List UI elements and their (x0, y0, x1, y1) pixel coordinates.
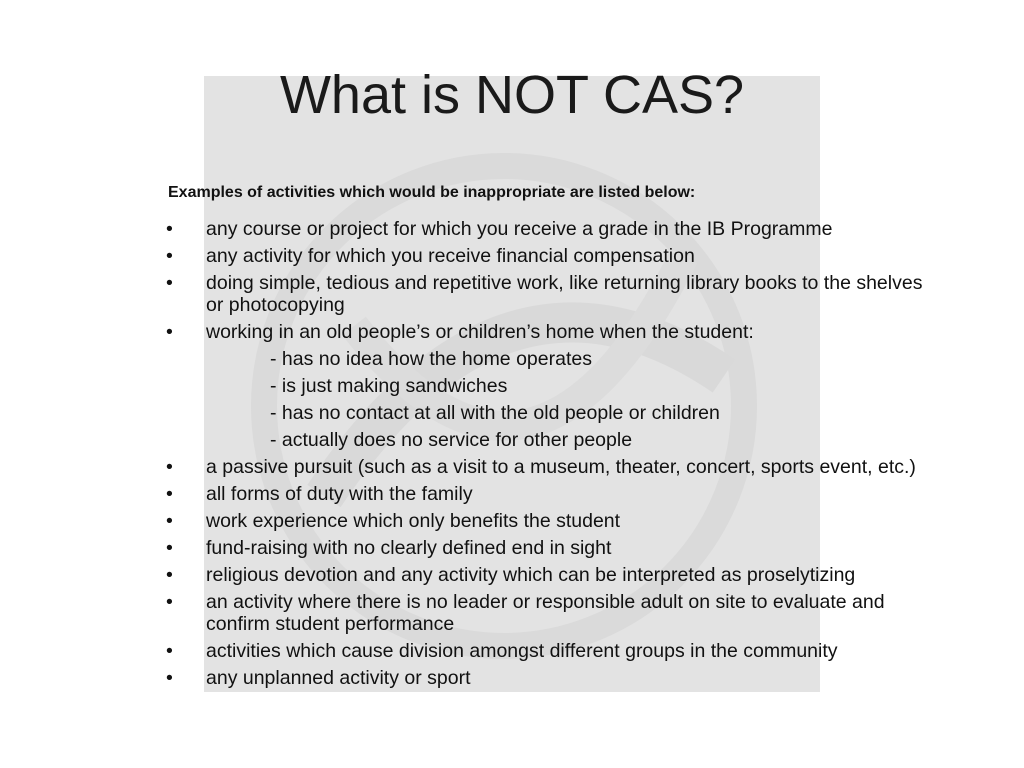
list-item-text: all forms of duty with the family (206, 483, 473, 505)
slide-subtitle: Examples of activities which would be inappropriate are listed below: (168, 184, 696, 201)
bullet-icon: • (166, 667, 173, 689)
bullet-icon: • (166, 564, 173, 586)
list-item-text: doing simple, tedious and repetitive work, like returning library books to the shelves or photocopying (206, 272, 923, 316)
list-item-text: any course or project for which you receive a grade in the IB Programme (206, 218, 833, 240)
bullet-icon: • (166, 591, 173, 613)
list-item-text: a passive pursuit (such as a visit to a museum, theater, concert, sports event, etc.) (206, 456, 916, 478)
list-item-text: an activity where there is no leader or responsible adult on site to evaluate and confirm student performance (206, 591, 885, 635)
list-item (166, 321, 926, 451)
bullet-icon: • (166, 537, 173, 559)
list-item-text: fund-raising with no clearly defined end in sight (206, 537, 612, 559)
list-item-text: working in an old people’s or children’s home when the student: (206, 321, 754, 343)
bullet-icon: • (166, 510, 173, 532)
bullet-icon: • (166, 483, 173, 505)
bullet-icon: • (166, 245, 173, 267)
bullet-list (166, 218, 926, 689)
list-item (166, 591, 926, 635)
list-item-text: work experience which only benefits the student (206, 510, 621, 532)
list-item-text: activities which cause division amongst different groups in the community (206, 640, 838, 662)
list-item (166, 667, 926, 689)
bullet-icon: • (166, 321, 173, 343)
list-item (166, 510, 926, 532)
list-item-text: any activity for which you receive financial compensation (206, 245, 695, 267)
list-item (166, 218, 926, 240)
slide-title: What is NOT CAS? (279, 65, 745, 125)
list-item (166, 640, 926, 662)
bullet-icon: • (166, 218, 173, 240)
list-item (166, 483, 926, 505)
sub-item-text: - is just making sandwiches (270, 375, 508, 397)
list-item-text: any unplanned activity or sport (206, 667, 471, 689)
list-item (166, 272, 926, 316)
bullet-icon: • (166, 640, 173, 662)
list-item (166, 537, 926, 559)
sub-item-text: - actually does no service for other people (270, 429, 633, 451)
list-item-text: religious devotion and any activity which can be interpreted as proselytizing (206, 564, 856, 586)
sub-item-text: - has no idea how the home operates (270, 348, 592, 370)
list-item (166, 564, 926, 586)
list-item (166, 456, 926, 478)
bullet-icon: • (166, 456, 173, 478)
sub-item-text: - has no contact at all with the old people or children (270, 402, 720, 424)
list-item (166, 245, 926, 267)
bullet-icon: • (166, 272, 173, 294)
